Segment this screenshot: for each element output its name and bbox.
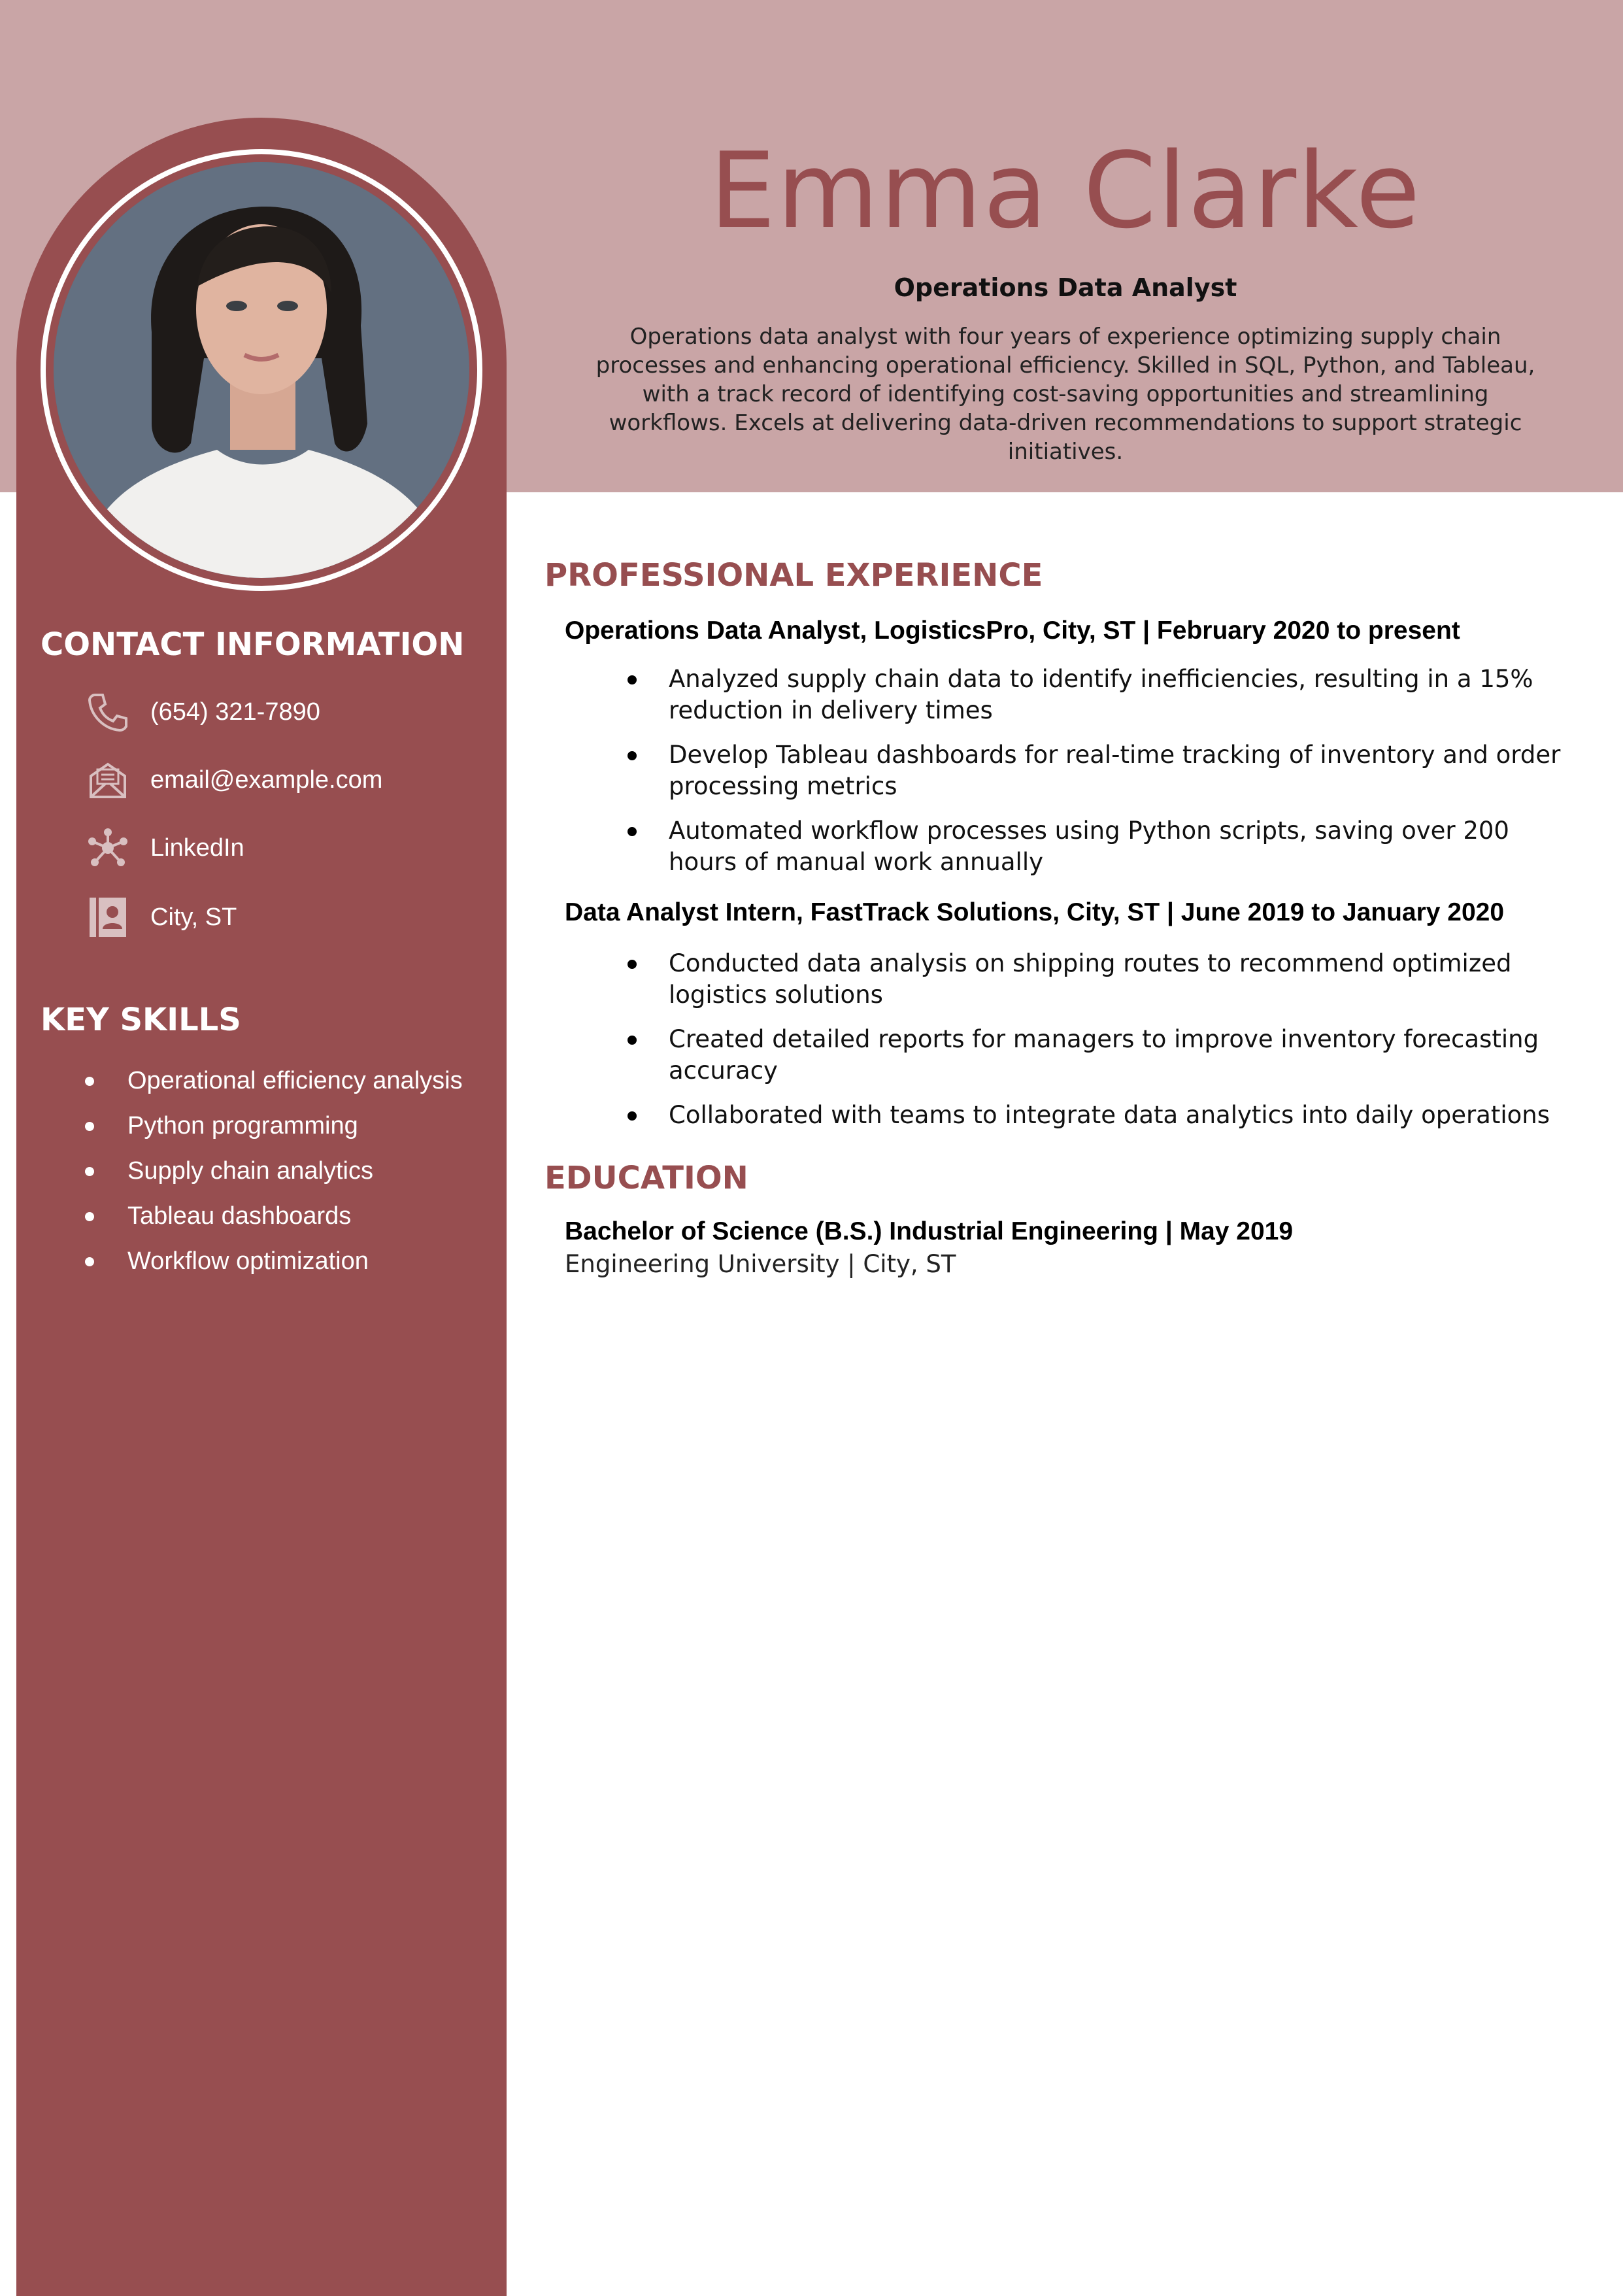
contact-phone: [85, 689, 320, 735]
job-role: Data Analyst Intern, FastTrack Solutions, City, ST | June 2019 to January 2020: [565, 898, 1505, 926]
job-bullet: Develop Tableau dashboards for real-time tracking of inventory and order processing metrics: [608, 739, 1575, 802]
job-bullet: Conducted data analysis on shipping routes to recommend optimized logistics solutions: [608, 948, 1575, 1011]
contact-text: email@example.com: [150, 766, 383, 794]
profile-photo-ring: [41, 149, 482, 591]
job-title: Operations Data Analyst: [894, 273, 1237, 302]
job-bullet: Created detailed reports for managers to improve inventory forecasting accuracy: [608, 1024, 1575, 1087]
skill-item: Tableau dashboards: [82, 1198, 463, 1243]
contact-heading: CONTACT INFORMATION: [41, 626, 465, 663]
email-icon: [85, 757, 131, 803]
education-degree: Bachelor of Science (B.S.) Industrial Engineering | May 2019: [565, 1217, 1294, 1245]
job-role: Operations Data Analyst, LogisticsPro, City, ST | February 2020 to present: [565, 616, 1460, 645]
linkedin-network-icon: [85, 825, 131, 871]
skill-item: Workflow optimization: [82, 1243, 463, 1288]
contact-text: (654) 321-7890: [150, 698, 320, 726]
education-school: Engineering University | City, ST: [565, 1250, 956, 1278]
skill-item: Operational efficiency analysis: [82, 1062, 463, 1107]
contact-email[interactable]: [85, 757, 382, 803]
job-bullet: Analyzed supply chain data to identify inefficiencies, resulting in a 15% reduction in delivery times: [608, 664, 1575, 726]
skill-item: Supply chain analytics: [82, 1153, 463, 1198]
skill-item: Python programming: [82, 1107, 463, 1153]
candidate-name: Emma Clarke: [709, 129, 1422, 252]
contact-text: LinkedIn: [150, 834, 244, 862]
job-bullet: Collaborated with teams to integrate data analytics into daily operations: [608, 1100, 1575, 1131]
job-bullets: [608, 948, 1575, 1144]
skills-heading: KEY SKILLS: [41, 1002, 241, 1038]
contact-text: City, ST: [150, 903, 237, 931]
location-contact-card-icon: [85, 894, 131, 940]
contact-location: [85, 894, 237, 940]
skills-list: [82, 1062, 463, 1288]
job-bullet: Automated workflow processes using Python scripts, saving over 200 hours of manual work annually: [608, 815, 1575, 878]
job-bullets: [608, 664, 1575, 891]
profile-summary: Operations data analyst with four years of experience optimizing supply chain processes and enhancing operational efficiency. Skilled in SQL, Python, and Tableau, with a track record of identifying cost-saving opportunities and streamlining workflows. Excels at delivering data-driven recommendations to support strategic initiatives.: [595, 324, 1535, 465]
education-heading: EDUCATION: [544, 1160, 748, 1196]
contact-linkedin[interactable]: [85, 825, 244, 871]
phone-icon: [85, 689, 131, 735]
experience-heading: PROFESSIONAL EXPERIENCE: [544, 557, 1043, 594]
